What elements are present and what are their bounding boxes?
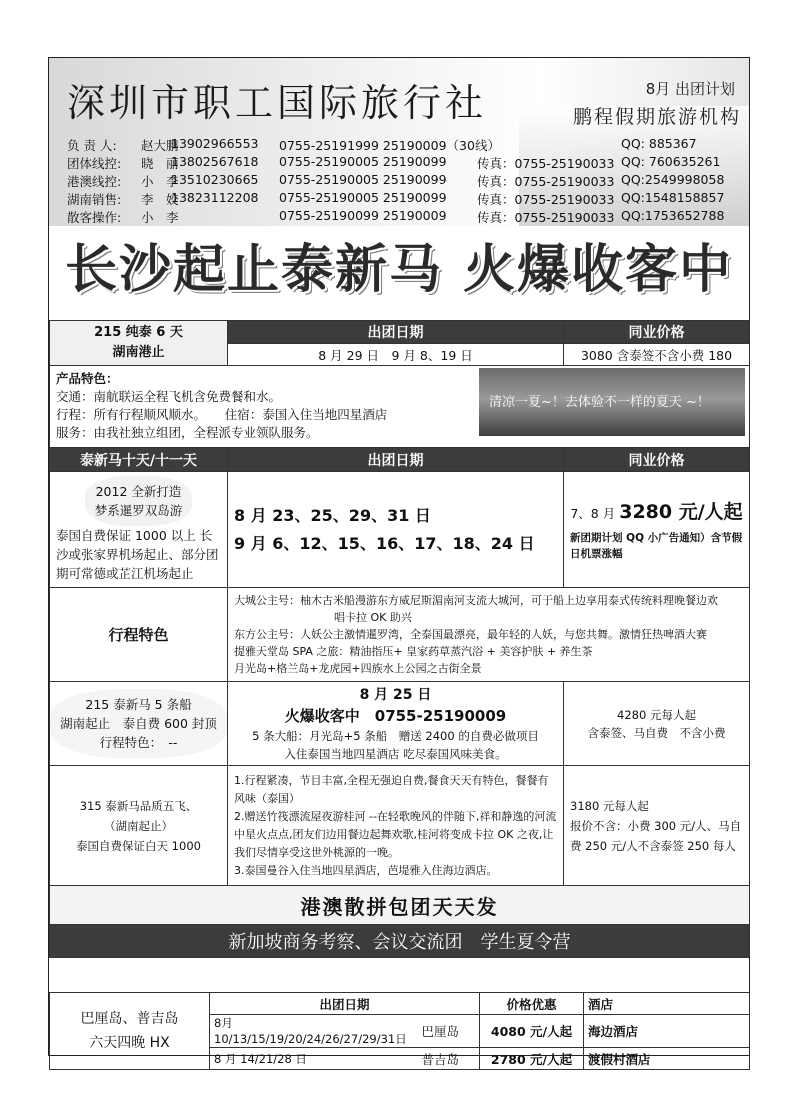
route-origin: （湖南起止） [104,818,173,833]
hotel: 海边酒店 [584,1015,750,1048]
photo-slogan: 清凉一夏~！去体验不一样的夏天 ~！ [489,395,710,410]
tour-detail: 入住泰国当地四星酒店 吃尽泰国风味美食。 [284,746,507,761]
route-name: 215 泰新马 5 条船 [85,697,192,712]
tour-points-cell [228,766,564,886]
contact-phone: 0755-25191999 25190009（30线） [279,138,500,153]
route-header: 泰新马十天/十一天 [50,448,228,472]
price-note: 报价不含：小费 300 元/人、马自费 250 元/人不含泰签 250 每人 [570,818,742,853]
contact-mobile: 13902966553 [171,136,259,151]
features-cell [50,366,750,448]
itinerary-line: 东方公主号：人妖公主激情暹罗湾，全泰国最漂亮，最年轻的人妖，与您共舞。激情狂热啤酒大赛 [234,628,707,641]
price-value: 3280 元/人起 [619,501,743,523]
promo-burst [85,476,193,526]
route-desc: 泰国自费保证 1000 以上 长沙或张家界机场起止、部分团期可常德或芷江机场起止 [56,528,219,581]
price: 3080 含泰签不含小费 180 [564,344,750,366]
contact-qq: QQ: 760635261 [621,154,721,169]
burst-line: 2012 全新打造 [95,484,182,499]
price-value: 3180 元每人起 [570,798,649,813]
price: 2780 元/人起 [480,1048,584,1070]
feature-line: 交通：南航联运全程飞机含免费餐和水。 [56,389,282,404]
price-cell [564,472,750,588]
plan-title: 8月 出团计划 [645,80,735,98]
route-origin: 湖南港止 [112,345,165,360]
route-desc-cell [50,472,228,588]
contact-mobile: 13510230665 [171,172,259,187]
contact-qq: QQ:2549998058 [621,172,725,187]
dates-cell [228,682,564,766]
agency-slogan: 鹏程假期旅游机构 [572,106,741,128]
contact-phone: 0755-25190005 25190099 [279,190,447,205]
route-feature: 行程特色： -- [99,735,178,750]
contact-role: 团体线控: [67,156,122,171]
departure-date: 8 月 25 日 [359,686,432,703]
contact-mobile: 13823112208 [171,190,259,205]
route-cell [50,993,210,1070]
contact-row [67,154,757,172]
departure-dates: 8 月 14/21/28 日 [210,1048,418,1070]
contact-row [67,172,757,190]
contact-list [67,136,757,226]
singapore-banner: 新加坡商务考察、会议交流团 学生夏令营 [50,925,750,958]
route-feature: 泰国自费保证白天 1000 [76,838,201,853]
tour-detail: 5 条大船：月光岛+5 条船 赠送 2400 的自费必做项目 [252,728,539,743]
hotel: 渡假村酒店 [584,1048,750,1070]
contact-role: 负 责 人: [67,138,117,153]
contact-phone: 0755-25190005 25190099 [279,154,447,169]
bali-phuket-table [49,992,750,1070]
contact-fax: 传真：0755-25190033 [477,210,615,225]
itinerary-line: 大城公主号：柚木古米船漫游东方威尼斯湄南河支流大城河，可于船上边享用泰式传统料理晚餐边欢 [234,594,718,607]
contact-row [67,208,757,226]
burst-line: 梦系暹罗双岛游 [94,503,183,518]
contact-qq: QQ: 885367 [621,136,697,151]
itinerary-line: 月光岛+格兰岛+龙虎园+四族水上公园之古街全景 [234,662,482,675]
contact-mobile: 13802567618 [171,154,259,169]
price-period: 7、8 月 [570,506,616,521]
departure-dates: 8月10/13/15/19/20/24/26/27/29/31日 [210,1015,418,1048]
price-header: 同业价格 [564,448,750,472]
route-name: 巴厘岛、普吉岛 [80,1011,179,1027]
dates-header: 出团日期 [210,993,480,1015]
route-cell [50,766,228,886]
contact-fax: 传真：0755-25190033 [477,156,615,171]
contact-person: 小 李 [141,210,179,225]
dates-header: 出团日期 [228,448,564,472]
contact-person: 李 姣 [141,192,179,207]
dates-header: 出团日期 [228,321,564,344]
tour-point: 3.泰国曼谷入住当地四星酒店，芭堤雅入住海边酒店。 [234,863,498,877]
contact-row [67,190,757,208]
contact-qq: QQ:1753652788 [621,208,725,223]
price-note: 含泰签、马自费 不含小费 [587,725,726,740]
headline-banner: 长沙起止泰新马 火爆收客中 [64,239,734,300]
price-header: 同业价格 [564,321,750,344]
route-duration: 六天四晚 HX [89,1035,170,1051]
feature-line: 服务：由我社独立组团，全程派专业领队服务。 [56,425,319,440]
tour-point: 1.行程紧凑，节目丰富,全程无强迫自费,餐食天天有特色，餐餐有风味（泰国） [234,773,549,805]
itinerary-line: 提雅天堂岛 SPA 之旅：精油指压+ 皇家药草蒸汽浴 + 美容护肤 + 养生茶 [234,645,593,658]
contact-phone: 0755-25190099 25190009 [279,208,447,223]
departure-dates: 9 月 6、12、15、16、17、18、24 日 [234,533,535,553]
contact-person: 晓 丽 [141,156,179,171]
contact-row [67,136,757,154]
departure-dates: 8 月 23、25、29、31 日 [234,505,431,525]
contact-person: 赵大鹏 [141,138,179,153]
tour-table [49,320,750,958]
destination: 普吉岛 [418,1048,480,1070]
price-header: 价格优惠 [480,993,584,1015]
departure-dates: 8 月 29 日 9 月 8、19 日 [228,344,564,366]
promo-burst [50,689,227,758]
contact-role: 港澳线控: [67,174,122,189]
price-value: 4280 元每人起 [617,707,696,722]
contact-fax: 传真：0755-25190033 [477,192,615,207]
itinerary-label: 行程特色 [50,588,228,682]
contact-role: 湖南销售: [67,192,122,207]
company-name: 深圳市职工国际旅行社 [67,81,488,125]
hot-sale-phone: 火爆收客中 0755-25190009 [284,706,507,725]
contact-qq: QQ:1548158857 [621,190,725,205]
route-name: 315 泰新马品质五飞、 [79,798,198,813]
price-cell [564,682,750,766]
features-title: 产品特色： [56,371,119,386]
hk-macau-banner: 港澳散拼包团天天发 [50,886,750,925]
contact-role: 散客操作: [67,210,122,225]
price-note: 新团期计划 QQ 小广告通知）含节假日机票涨幅 [570,532,743,560]
header [49,58,749,226]
contact-person: 小 李 [141,174,179,189]
brochure-page [48,57,750,1067]
route-cell [50,321,228,366]
destination: 巴厘岛 [418,1015,480,1048]
hotel-header: 酒店 [584,993,750,1015]
feature-line: 行程：所有行程顺风顺水。 住宿：泰国入住当地四星酒店 [56,407,388,422]
route-origin: 湖南起止 泰自费 600 封顶 [60,716,217,731]
itinerary-cell [228,588,750,682]
route-name: 215 纯泰 6 天 [94,325,183,340]
price-cell [564,766,750,886]
route-cell [50,682,228,766]
price: 4080 元/人起 [480,1015,584,1048]
beach-photo [479,368,745,436]
dates-cell [228,472,564,588]
contact-phone: 0755-25190005 25190099 [279,172,447,187]
itinerary-line: 唱卡拉 OK 助兴 [334,611,412,624]
contact-fax: 传真：0755-25190033 [477,174,615,189]
tour-point: 2.赠送竹筏漂流屋夜游桂河 --在轻歌晚风的伴随下,祥和静逸的河流中星火点点,团友们边用餐边起舞欢歌,桂河将变成卡拉 OK 之夜,让我们尽情享受这世外桃源的一晚。 [234,809,557,859]
